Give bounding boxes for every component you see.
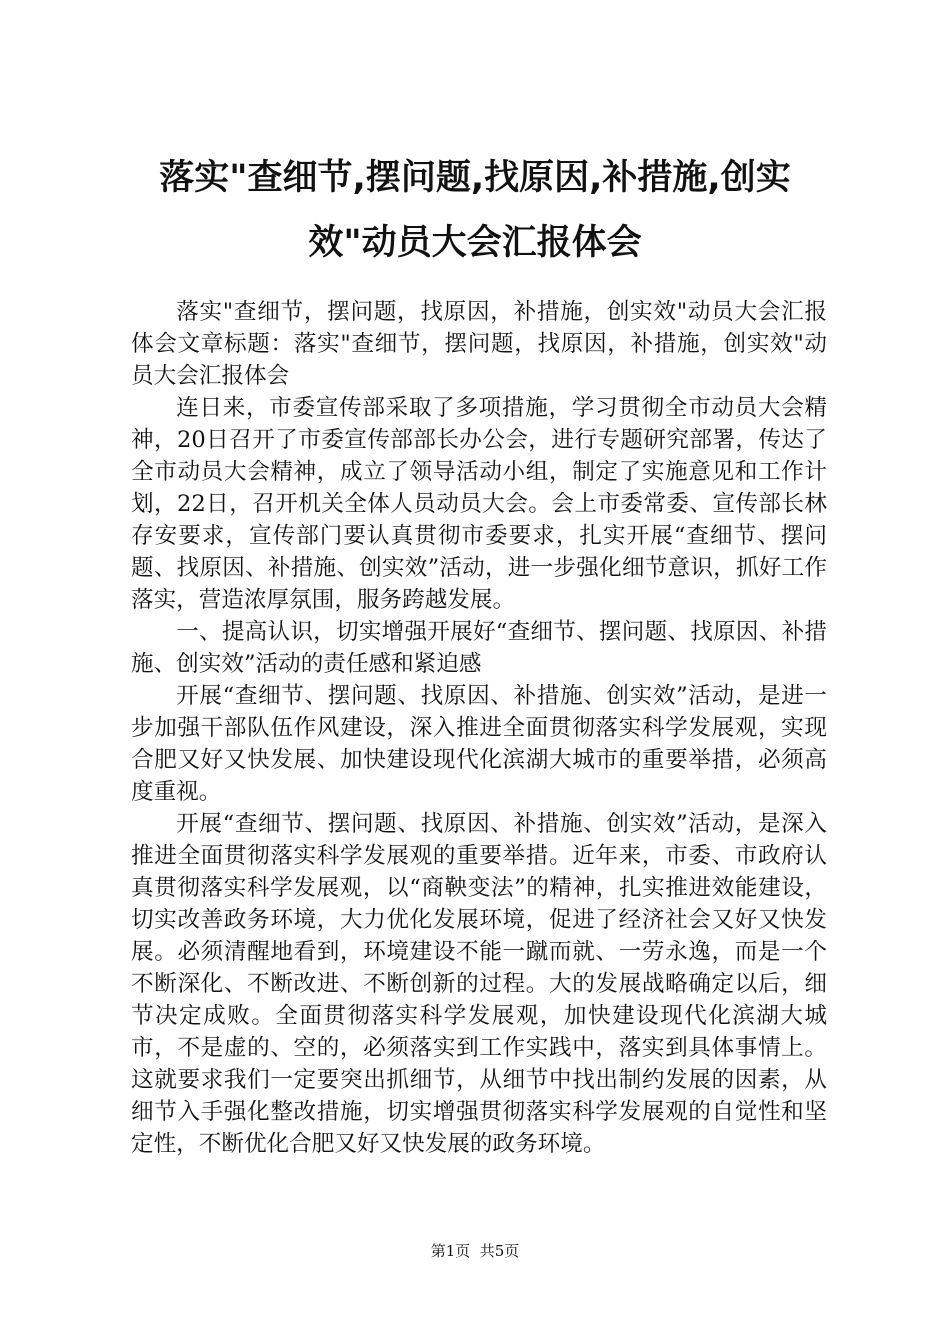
document-title-line-1: 落实"查细节,摆问题,找原因,补措施,创实	[159, 158, 791, 198]
paragraph-importance: 开展“查细节、摆问题、找原因、补措施、创实效”活动，是进一步加强干部队伍作风建设，深入推进全面贯彻落实科学发展观，实现合肥又好又快发展、加快建设现代化滨湖大城市的重要举措，必须高度重视。	[131, 683, 827, 805]
page-footer: 第1页 共5页	[430, 1242, 520, 1260]
document-body	[131, 296, 827, 1160]
paragraph-development: 开展“查细节、摆问题、找原因、补措施、创实效”活动，是深入推进全面贯彻落实科学发展观的重要举措。近年来，市委、市政府认真贯彻落实科学发展观，以“商鞅变法”的精神，扎实推进效能建设，切实改善政务环境，大力优化发展环境，促进了经济社会又好又快发展。必须清醒地看到，环境建设不能一蹴而就、一劳永逸，而是一个不断深化、不断改进、不断创新的过程。大的发展战略确定以后，细节决定成败。全面贯彻落实科学发展观，加快建设现代化滨湖大城市，不是虚的、空的，必须落实到工作实践中，落实到具体事情上。这就要求我们一定要突出抓细节，从细节中找出制约发展的因素，从细节入手强化整改措施，切实增强贯彻落实科学发展观的自觉性和坚定性，不断优化合肥又好又快发展的政务环境。	[131, 811, 827, 1157]
paragraph-section-heading: 一、提高认识，切实增强开展好“查细节、摆问题、找原因、补措施、创实效”活动的责任感和紧迫感	[131, 619, 827, 677]
paragraph-meeting: 连日来，市委宣传部采取了多项措施，学习贯彻全市动员大会精神，20日召开了市委宣传部部长办公会，进行专题研究部署，传达了全市动员大会精神，成立了领导活动小组，制定了实施意见和工作计划，22日，召开机关全体人员动员大会。会上市委常委、宣传部长林存安要求，宣传部门要认真贯彻市委要求，扎实开展“查细节、摆问题、找原因、补措施、创实效”活动，进一步强化细节意识，抓好工作落实，营造浓厚氛围，服务跨越发展。	[131, 395, 827, 613]
document-title-line-2: 效"动员大会汇报体会	[308, 223, 642, 263]
paragraph-intro: 落实"查细节，摆问题，找原因，补措施，创实效"动员大会汇报体会文章标题：落实"查细节，摆问题，找原因，补措施，创实效"动员大会汇报体会	[131, 299, 827, 389]
